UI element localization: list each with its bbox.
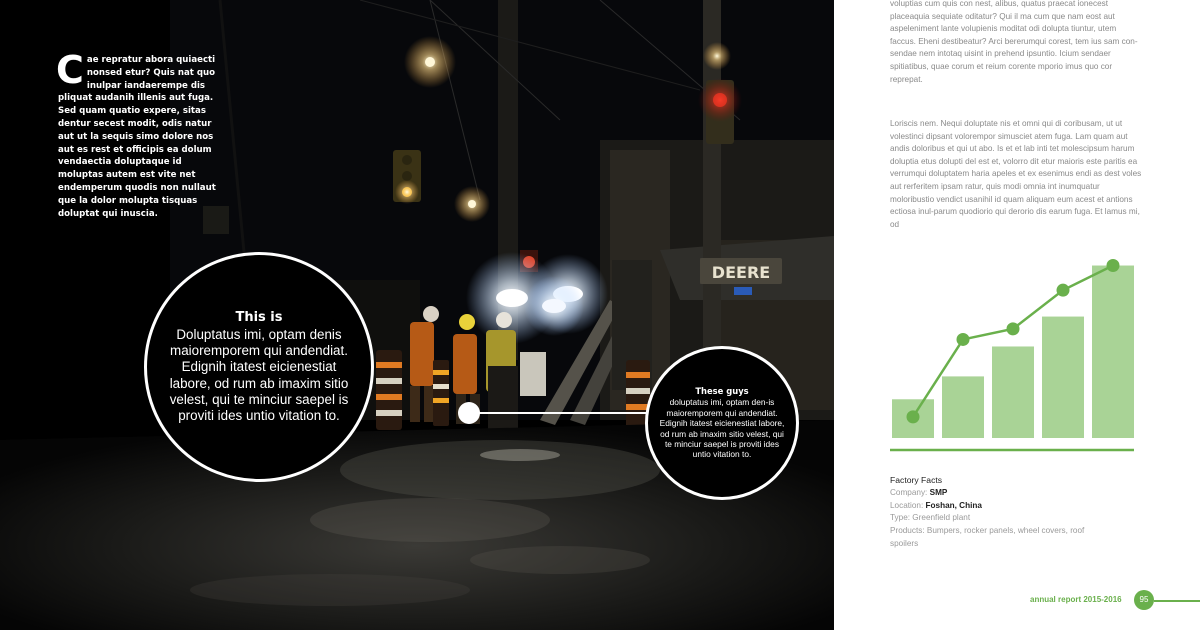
facts-products-row: Products: Bumpers, rocker panels, wheel covers, roof spoilers bbox=[890, 526, 1085, 548]
chart-point-1 bbox=[907, 410, 920, 423]
intro-paragraph bbox=[56, 48, 216, 220]
footer-report-label: annual report 2015-2016 bbox=[1030, 595, 1122, 604]
page-number-badge: 95 bbox=[1134, 590, 1154, 610]
callout-circle-small bbox=[645, 346, 799, 500]
chart-bar-2 bbox=[942, 376, 984, 438]
chart-point-2 bbox=[957, 333, 970, 346]
callout-large-title: This is bbox=[235, 309, 283, 325]
right-page bbox=[834, 0, 1200, 630]
facts-company-value: SMP bbox=[929, 487, 948, 497]
intro-text: ae repratur abora quiaecti nonsed etur? Quis nat quo inulpar iandaerempe dis pliquat audanih illenis aut fuga. Sed quam quatio expere, sitas dentur secest modit, odis natur aut ut la sequis simo dolore nos aut es rest et officipis ea dolum vendaectia doluptaque id moluptas autem est vite net endemperum quodis non nullaut que la dolor molupta tisquas doluptat qui inuscia. bbox=[58, 55, 216, 219]
body-paragraph-1: voluptias cum quis con nest, alibus, quatus praecat ionecest placeaquia sequiate oditatur? Qui il ma cum que nam eost aut aspeleniment lante volupienis moditat odi dolupta tiuntur, utem faccus. Eheni destibeatur? Arci bererumqui corest, tem ius sam con-sendae nem intotaq uisint in prehend ipsuntio. Icium sendaer spitiatibus, quae corum et reium corente mporio imus quo cor reprepat. bbox=[890, 0, 1138, 84]
deere-sign-text: DEERE bbox=[711, 263, 771, 282]
facts-location-label: Location: bbox=[890, 500, 924, 510]
callout-small-body: doluptatus imi, optam den-is maioremporem qui andendiat. Edignih itatest eicienestiat labore, od rum ab imaxim sitio velest, qui te minciur saepel is proviti ides untio vitation to. bbox=[659, 397, 785, 460]
callout-pointer-dot bbox=[458, 402, 480, 424]
facts-company-label: Company: bbox=[890, 487, 928, 497]
body-paragraph-2: Loriscis nem. Nequi doluptate nis et omni qui di coribusam, ut ut volestinci dipsant volorempor simusciet atem fuga. Lam quam aut andis doloribus et qui ut abo. Is et et lab inti tet molescipsum harum doluptia etus dolupti del est et, volorro dit etur maioris este paritis ea verrumqui doluptatem haria apeles et ex esenimus endi as dest voles aut rerferitem ipsam ratur, quis modi omnia int inumquatur moloribustio vendict usanihil id quam aliquam eum acest et antions ectiosa inul-parum quodiorio qui derorio dis earum fuga. Et lamus mi, od bbox=[890, 119, 1142, 229]
factory-facts bbox=[890, 474, 1090, 551]
chart-point-4 bbox=[1057, 284, 1070, 297]
footer-rule bbox=[1154, 600, 1200, 602]
facts-location-value: Foshan, China bbox=[925, 500, 982, 510]
growth-chart bbox=[890, 256, 1140, 456]
chart-bar-5 bbox=[1092, 266, 1134, 438]
callout-large-body: Doluptatus imi, optam denis maioremporem qui andendiat. Edignih itatest eicienestiat labore, od rum ab imaxim sitio velest, qui te minciur saepel is proviti ides untio vitation to. bbox=[169, 326, 349, 423]
chart-bar-3 bbox=[992, 346, 1034, 438]
chart-bar-4 bbox=[1042, 317, 1084, 438]
factory-facts-heading: Factory Facts bbox=[890, 475, 943, 485]
chart-point-5 bbox=[1107, 259, 1120, 272]
callout-pointer-line bbox=[470, 412, 648, 414]
chart-point-3 bbox=[1007, 322, 1020, 335]
callout-small-title: These guys bbox=[695, 386, 749, 397]
facts-company-row bbox=[890, 487, 1090, 500]
facts-location-row bbox=[890, 500, 1090, 513]
facts-type-row: Type: Greenfield plant bbox=[890, 513, 971, 523]
callout-circle-large bbox=[144, 252, 374, 482]
drop-cap: C bbox=[56, 48, 84, 92]
